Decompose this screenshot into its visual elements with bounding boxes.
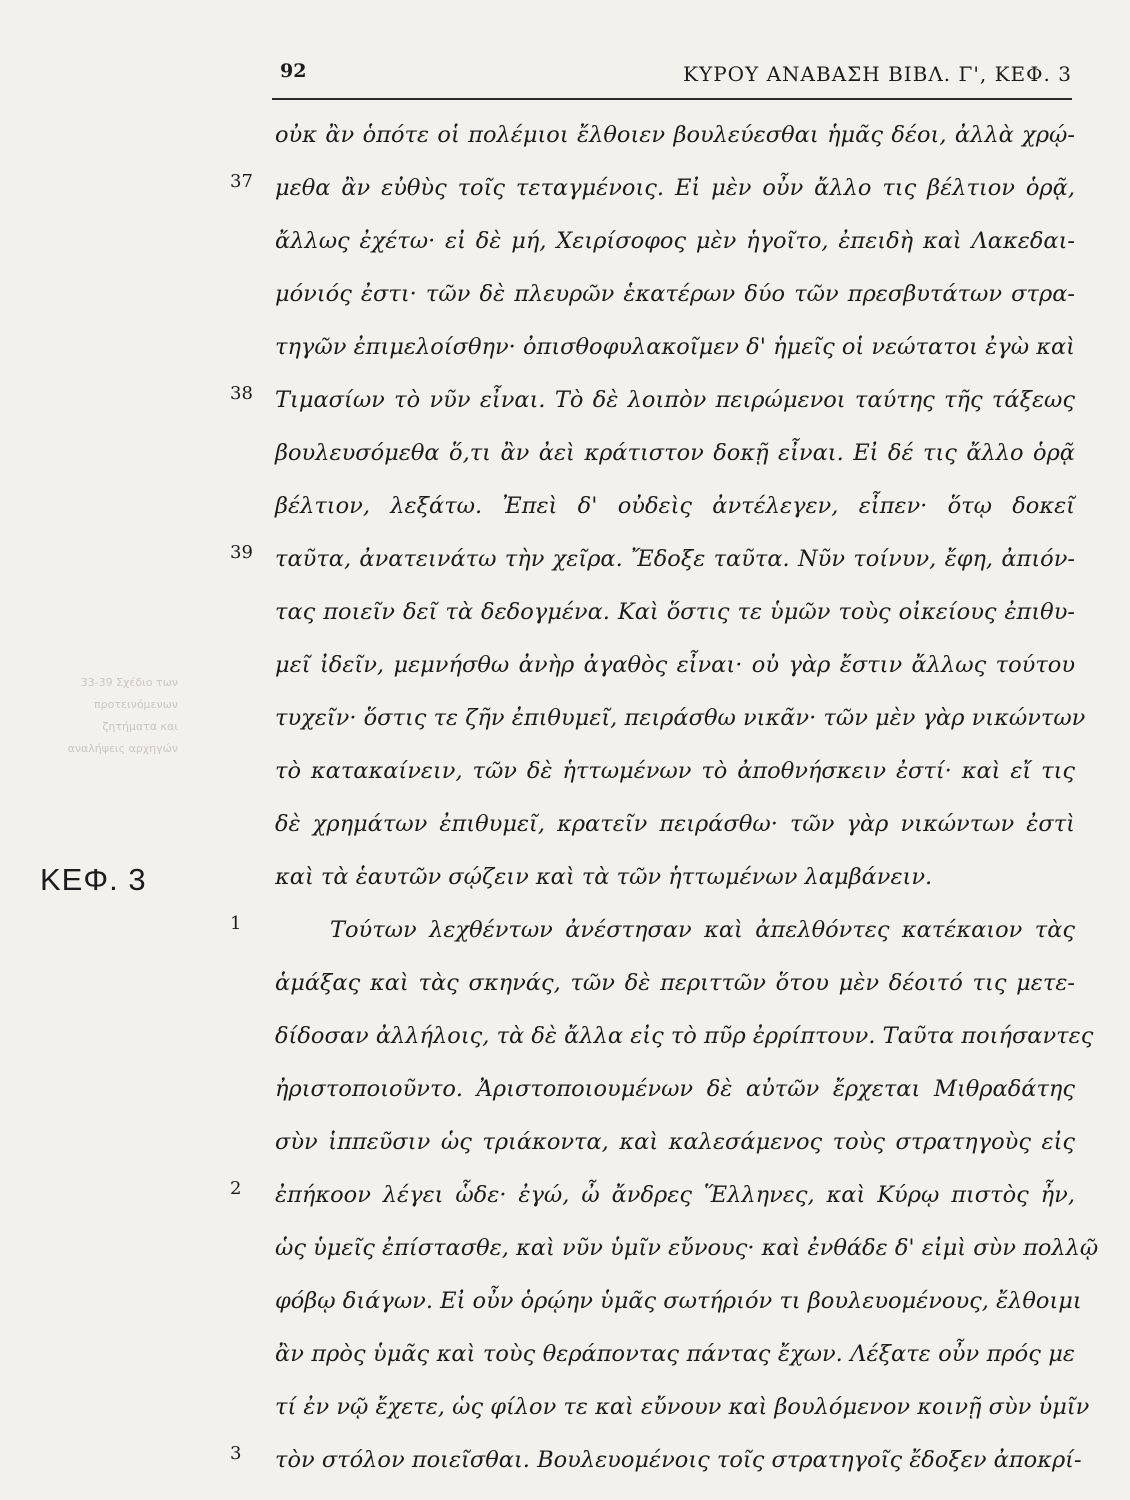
page-header [272, 58, 1072, 100]
line-text: μεθα ἂν εὐθὺς τοῖς τεταγμένοις. Εἰ μὲν οὖν ἄλλο τις βέλτιον ὁρᾷ, [275, 175, 1075, 201]
line-text: οὐκ ἂν ὁπότε οἱ πολέμιοι ἔλθοιεν βουλεύεσθαι ἡμᾶς δέοι, ἀλλὰ χρῴ- [275, 122, 1075, 148]
text-line [275, 1380, 1090, 1434]
line-text: μεῖ ἰδεῖν, μεμνήσθω ἀνὴρ ἀγαθὸς εἶναι· οὐ γὰρ ἔστιν ἄλλως τούτου [275, 652, 1075, 678]
verse-number: 37 [230, 171, 253, 192]
line-text: δὲ χρημάτων ἐπιθυμεῖ, κρατεῖν πειράσθω· τῶν γὰρ νικώντων ἐστὶ [275, 811, 1075, 837]
chapter-label: ΚΕΦ. 3 [40, 862, 147, 897]
text-line [230, 532, 1075, 586]
verse-number: 2 [230, 1178, 242, 1199]
line-text: τὸν στόλον ποιεῖσθαι. Βουλευομένοις τοῖς στρατηγοῖς ἔδοξεν ἀποκρί- [275, 1447, 1082, 1473]
text-line [275, 1327, 1075, 1381]
line-text: ἠριστοποιοῦντο. Ἀριστοποιουμένων δὲ αὐτῶν ἔρχεται Μιθραδάτης [275, 1076, 1075, 1102]
text-line [275, 1062, 1075, 1116]
text-line [275, 1274, 1082, 1328]
text-line [230, 161, 1075, 215]
line-text: ἄλλως ἐχέτω· εἰ δὲ μή, Χειρίσοφος μὲν ἡγοῖτο, ἐπειδὴ καὶ Λακεδαι- [275, 228, 1075, 254]
page-number: 92 [280, 60, 307, 82]
text-line [275, 479, 1075, 533]
verse-number: 39 [230, 542, 253, 563]
text-line [275, 585, 1075, 639]
text-line [230, 1168, 1075, 1222]
text-line [275, 108, 1075, 162]
text-line [275, 320, 1075, 374]
line-text: μόνιός ἐστι· τῶν δὲ πλευρῶν ἑκατέρων δύο τῶν πρεσβυτάτων στρα- [275, 281, 1075, 307]
text-line [275, 1009, 1094, 1063]
line-text: τυχεῖν· ὅστις τε ζῆν ἐπιθυμεῖ, πειράσθω νικᾶν· τῶν μὲν γὰρ νικώντων [275, 705, 1086, 731]
line-text: βέλτιον, λεξάτω. Ἐπεὶ δ' οὐδεὶς ἀντέλεγεν, εἶπεν· ὅτῳ δοκεῖ [275, 493, 1075, 519]
line-text: σὺν ἱππεῦσιν ὡς τριάκοντα, καὶ καλεσάμενος τοὺς στρατηγοὺς εἰς [275, 1129, 1075, 1155]
line-text: τηγῶν ἐπιμελοίσθην· ὀπισθοφυλακοῖμεν δ' ἡμεῖς οἱ νεώτατοι ἐγὼ καὶ [275, 334, 1075, 360]
text-line [275, 797, 1075, 851]
verse-number: 38 [230, 383, 253, 404]
text-line [275, 214, 1075, 268]
running-title: ΚΥΡΟΥ ΑΝΑΒΑΣΗ ΒΙΒΛ. Γ', ΚΕΦ. 3 [683, 62, 1072, 86]
verse-number: 1 [230, 913, 242, 934]
line-text: καὶ τὰ ἑαυτῶν σῴζειν καὶ τὰ τῶν ἡττωμένων λαμβάνειν. [275, 864, 933, 890]
line-text: φόβῳ διάγων. Εἰ οὖν ὁρῴην ὑμᾶς σωτήριόν τι βουλευομένους, ἔλθοιμι [275, 1288, 1082, 1314]
text-line [275, 744, 1075, 798]
text-line [230, 903, 1075, 957]
line-text: τί ἐν νῷ ἔχετε, ὡς φίλον τε καὶ εὔνουν καὶ βουλόμενον κοινῇ σὺν ὑμῖν [275, 1394, 1090, 1420]
text-line [230, 373, 1075, 427]
line-text: Τιμασίων τὸ νῦν εἶναι. Τὸ δὲ λοιπὸν πειρώμενοι ταύτης τῆς τάξεως [275, 387, 1075, 413]
text-line [275, 850, 1075, 904]
text-line [275, 1221, 1099, 1275]
text-line [230, 1433, 1082, 1487]
line-text: ἐπήκοον λέγει ὧδε· ἐγώ, ὦ ἄνδρες Ἕλληνες, καὶ Κύρῳ πιστὸς ἦν, [275, 1182, 1075, 1208]
text-line [275, 691, 1086, 745]
line-text: ἁμάξας καὶ τὰς σκηνάς, τῶν δὲ περιττῶν ὅτου μὲν δέοιτό τις μετε- [275, 970, 1075, 996]
text-line [275, 426, 1075, 480]
line-text: ταῦτα, ἀνατεινάτω τὴν χεῖρα. Ἔδοξε ταῦτα. Νῦν τοίνυν, ἔφη, ἀπιόν- [275, 546, 1075, 572]
verse-number: 3 [230, 1443, 242, 1464]
text-line [275, 267, 1075, 321]
line-text: βουλευσόμεθα ὅ,τι ἂν ἀεὶ κράτιστον δοκῇ εἶναι. Εἰ δέ τις ἄλλο ὁρᾷ [275, 440, 1075, 466]
margin-note: 33-39 Σχέδιο των προτεινόμενων ζητήματα και αναλήψεις αρχηγών [67, 676, 178, 755]
line-text: τας ποιεῖν δεῖ τὰ δεδογμένα. Καὶ ὅστις τε ὑμῶν τοὺς οἰκείους ἐπιθυ- [275, 599, 1075, 625]
text-line [275, 1115, 1075, 1169]
line-text: δίδοσαν ἀλλήλοις, τὰ δὲ ἄλλα εἰς τὸ πῦρ ἐρρίπτουν. Ταῦτα ποιήσαντες [275, 1023, 1094, 1049]
text-line [275, 638, 1075, 692]
line-text: τὸ κατακαίνειν, τῶν δὲ ἡττωμένων τὸ ἀποθνήσκειν ἐστί· καὶ εἴ τις [275, 758, 1075, 784]
line-text: ἂν πρὸς ὑμᾶς καὶ τοὺς θεράποντας πάντας ἔχων. Λέξατε οὖν πρός με [275, 1341, 1075, 1367]
text-line [275, 956, 1075, 1010]
line-text: ὡς ὑμεῖς ἐπίστασθε, καὶ νῦν ὑμῖν εὔνους· καὶ ἐνθάδε δ' εἰμὶ σὺν πολλῷ [275, 1235, 1099, 1261]
line-text: Τούτων λεχθέντων ἀνέστησαν καὶ ἀπελθόντες κατέκαιον τὰς [330, 917, 1075, 943]
